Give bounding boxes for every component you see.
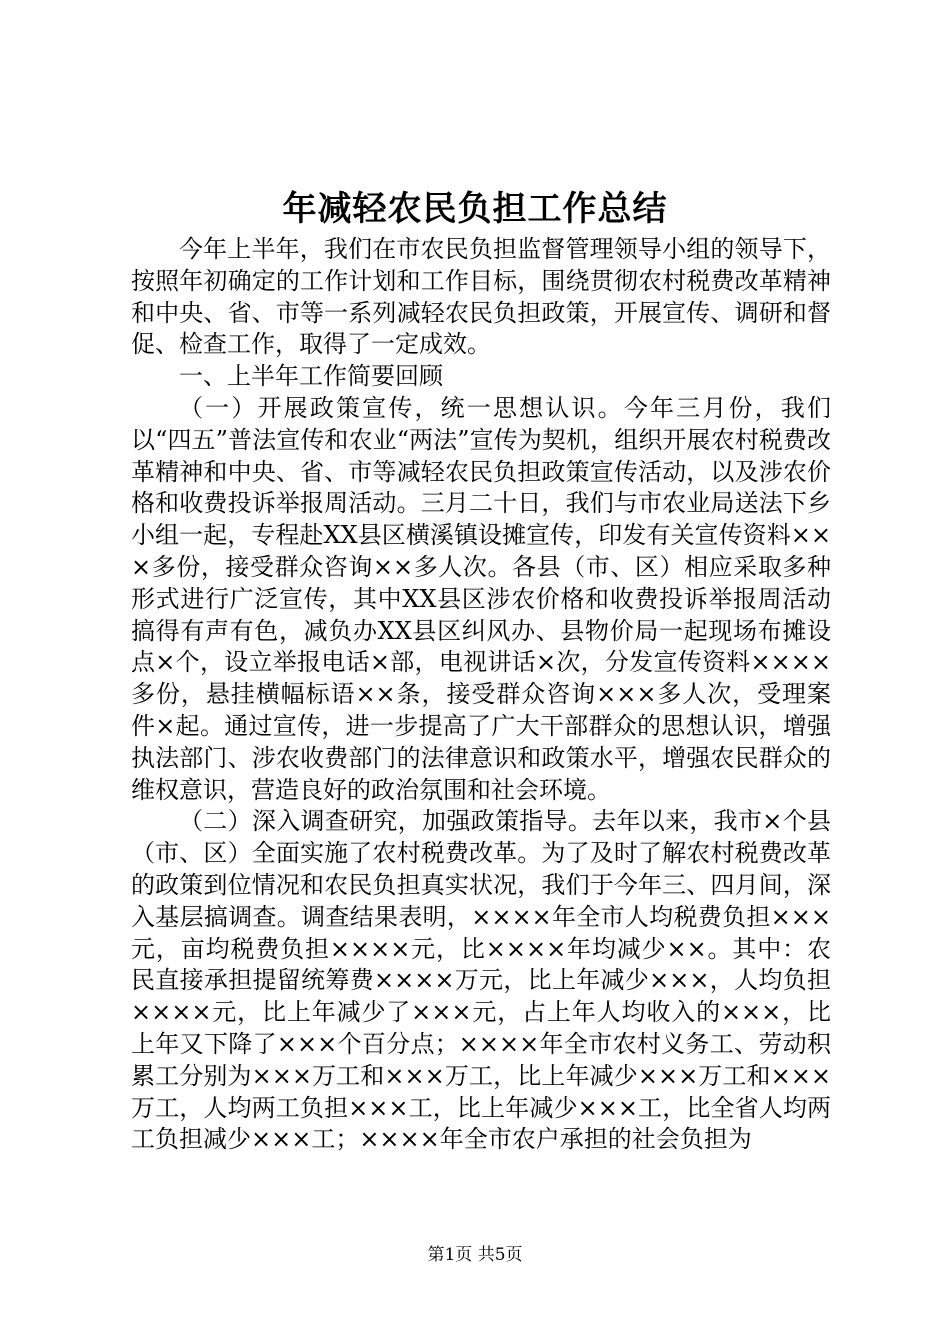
- document-body: [131, 234, 831, 1156]
- page-footer: 第1页 共5页: [427, 1245, 523, 1265]
- paragraph-intro: 今年上半年，我们在市农民负担监督管理领导小组的领导下，按照年初确定的工作计划和工作目标，围绕贯彻农村税费改革精神和中央、省、市等一系列减轻农民负担政策，开展宣传、调研和督促、检查工作，取得了一定成效。: [131, 235, 831, 359]
- section-heading: 一、上半年工作简要回顾: [179, 362, 443, 391]
- paragraph-policy-publicity: （一）开展政策宣传，统一思想认识。今年三月份，我们以“四五”普法宣传和农业“两法”宣传为契机，组织开展农村税费改革精神和中央、省、市等减轻农民负担政策宣传活动，以及涉农价格和收费投诉举报周活动。三月二十日，我们与市农业局送法下乡小组一起，专程赴XX县区横溪镇设摊宣传，印发有关宣传资料×××多份，接受群众咨询××多人次。各县（市、区）相应采取多种形式进行广泛宣传，其中XX县区涉农价格和收费投诉举报周活动搞得有声有色，减负办XX县区纠风办、县物价局一起现场布摊设点×个，设立举报电话×部，电视讲话×次，分发宣传资料××××多份，悬挂横幅标语××条，接受群众咨询×××多人次，受理案件×起。通过宣传，进一步提高了广大干部群众的思想认识，增强执法部门、涉农收费部门的法律意识和政策水平，增强农民群众的维权意识，营造良好的政治氛围和社会环境。: [131, 393, 831, 804]
- document-title: 年减轻农民负担工作总结: [282, 189, 668, 229]
- paragraph-research: （二）深入调查研究，加强政策指导。去年以来，我市×个县（市、区）全面实施了农村税费改革。为了及时了解农村税费改革的政策到位情况和农民负担真实状况，我们于今年三、四月间，深入基层搞调查。调查结果表明，××××年全市人均税费负担×××元，亩均税费负担××××元，比××××年均减少××。其中：农民直接承担提留统筹费××××万元，比上年减少×××，人均负担××××元，比上年减少了×××元，占上年人均收入的×××，比上年又下降了×××个百分点；××××年全市农村义务工、劳动积累工分别为×××万工和×××万工，比上年减少×××万工和×××万工，人均两工负担×××工，比上年减少×××工，比全省人均两工负担减少×××工；××××年全市农户承担的社会负担为: [131, 807, 831, 1154]
